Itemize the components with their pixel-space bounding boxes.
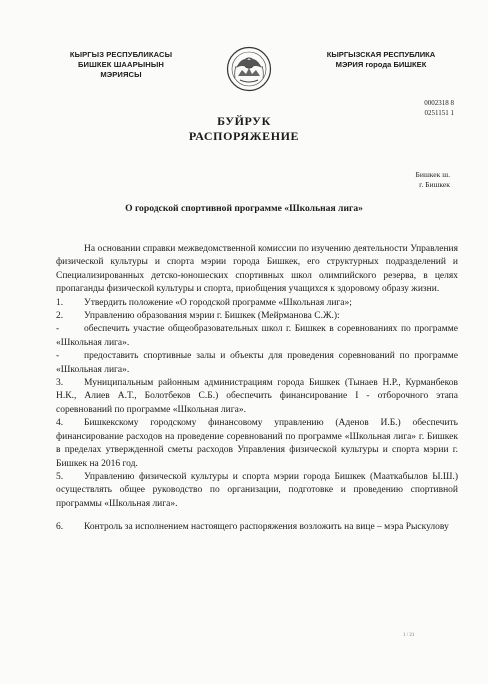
list-item <box>56 377 458 417</box>
issuer-kyrgyz-line: БИШКЕК ШААРЫНЫН <box>78 60 164 69</box>
item-number: 5. <box>56 471 64 482</box>
item-number: 1. <box>56 297 64 308</box>
item-text: Бишкекскому городскому финансовому управлению (Аденов И.Б.) обеспечить финансирование расходов на проведение соревнований по программе «Школьная лига» г. Бишкек в пределах утвержденной сметы расходов Управления физической культуры и спорта мэрии г. Бишкек на 2016 год. <box>56 418 458 469</box>
list-item <box>56 417 458 471</box>
item-text: Контроль за исполнением настоящего распоряжения возложить на вице – мэра Рыскулову <box>84 522 449 533</box>
item-number: - <box>56 324 60 335</box>
list-item <box>56 521 458 534</box>
place-of-issue <box>416 170 450 190</box>
issuer-russian <box>306 50 456 70</box>
item-text: Муниципальным районным администрациям города Бишкек (Тынаев Н.Р., Курманбеков Н.К., Алиев А.Т., Болотбеков С.Б.) обеспечить финансирование I - отборочного этапа соревнований по программе «Школьная лига». <box>56 378 458 415</box>
issuer-kyrgyz-line: КЫРГЫЗ РЕСПУБЛИКАСЫ <box>69 50 173 59</box>
item-text: Утвердить положение «О городской программе «Школьная лига»; <box>84 297 352 308</box>
list-item <box>56 350 458 377</box>
list-item <box>56 323 458 350</box>
item-number: 4. <box>56 418 64 429</box>
document-code: 0251151 1 <box>424 109 454 117</box>
item-number: - <box>56 351 60 362</box>
document-type-russian: РАСПОРЯЖЕНИЕ <box>188 129 300 143</box>
list-item <box>56 310 458 323</box>
list-item <box>56 297 458 310</box>
document-type-kyrgyz: БУЙРУК <box>217 114 271 128</box>
item-text: Управлению физической культуры и спорта мэрии города Бишкек (Мааткабылов Ы.Ш.) осуществлять общее руководство по организации, подготовке и проведению спортивной программы «Школьная лига». <box>56 471 458 509</box>
issuer-kyrgyz-line: МЭРИЯСЫ <box>100 70 142 79</box>
item-text: предоставить спортивные залы и объекты для проведения соревнований по программе «Школьная лига». <box>56 351 458 375</box>
item-number: 6. <box>56 522 64 533</box>
list-item <box>56 471 458 511</box>
item-number: 2. <box>56 311 64 322</box>
state-emblem-icon <box>226 46 272 92</box>
issuer-russian-line: МЭРИЯ города БИШКЕК <box>335 60 427 69</box>
issuer-kyrgyz <box>56 50 186 80</box>
document-body <box>56 243 458 535</box>
issuer-russian-line: КЫРГЫЗСКАЯ РЕСПУБЛИКА <box>326 50 436 59</box>
document-code: 0002318 8 <box>424 99 454 107</box>
item-text: Управлению образования мэрии г. Бишкек (Мейрманова С.Ж.): <box>84 311 340 322</box>
preamble: На основании справки межведомственной комиссии по изучению деятельности Управления физической культуры и спорта мэрии города Бишкек, его структурных подразделений и Специализированных детско-юношеских спортивных школ олимпийского резерва, в целях пропаганды физической культуры и спорта, приобщения учащихся к здоровому образу жизни. <box>56 244 458 295</box>
item-number: 3. <box>56 378 64 389</box>
place-kyrgyz: Бишкек ш. <box>415 170 450 179</box>
document-subject: О городской спортивной программе «Школьная лига» <box>125 203 363 214</box>
place-russian: г. Бишкек <box>419 180 450 189</box>
item-text: обеспечить участие общеобразовательных школ г. Бишкек в соревнованиях по программе «Школьная лига». <box>56 324 458 348</box>
page-marker: 1 / 21 <box>403 633 415 638</box>
